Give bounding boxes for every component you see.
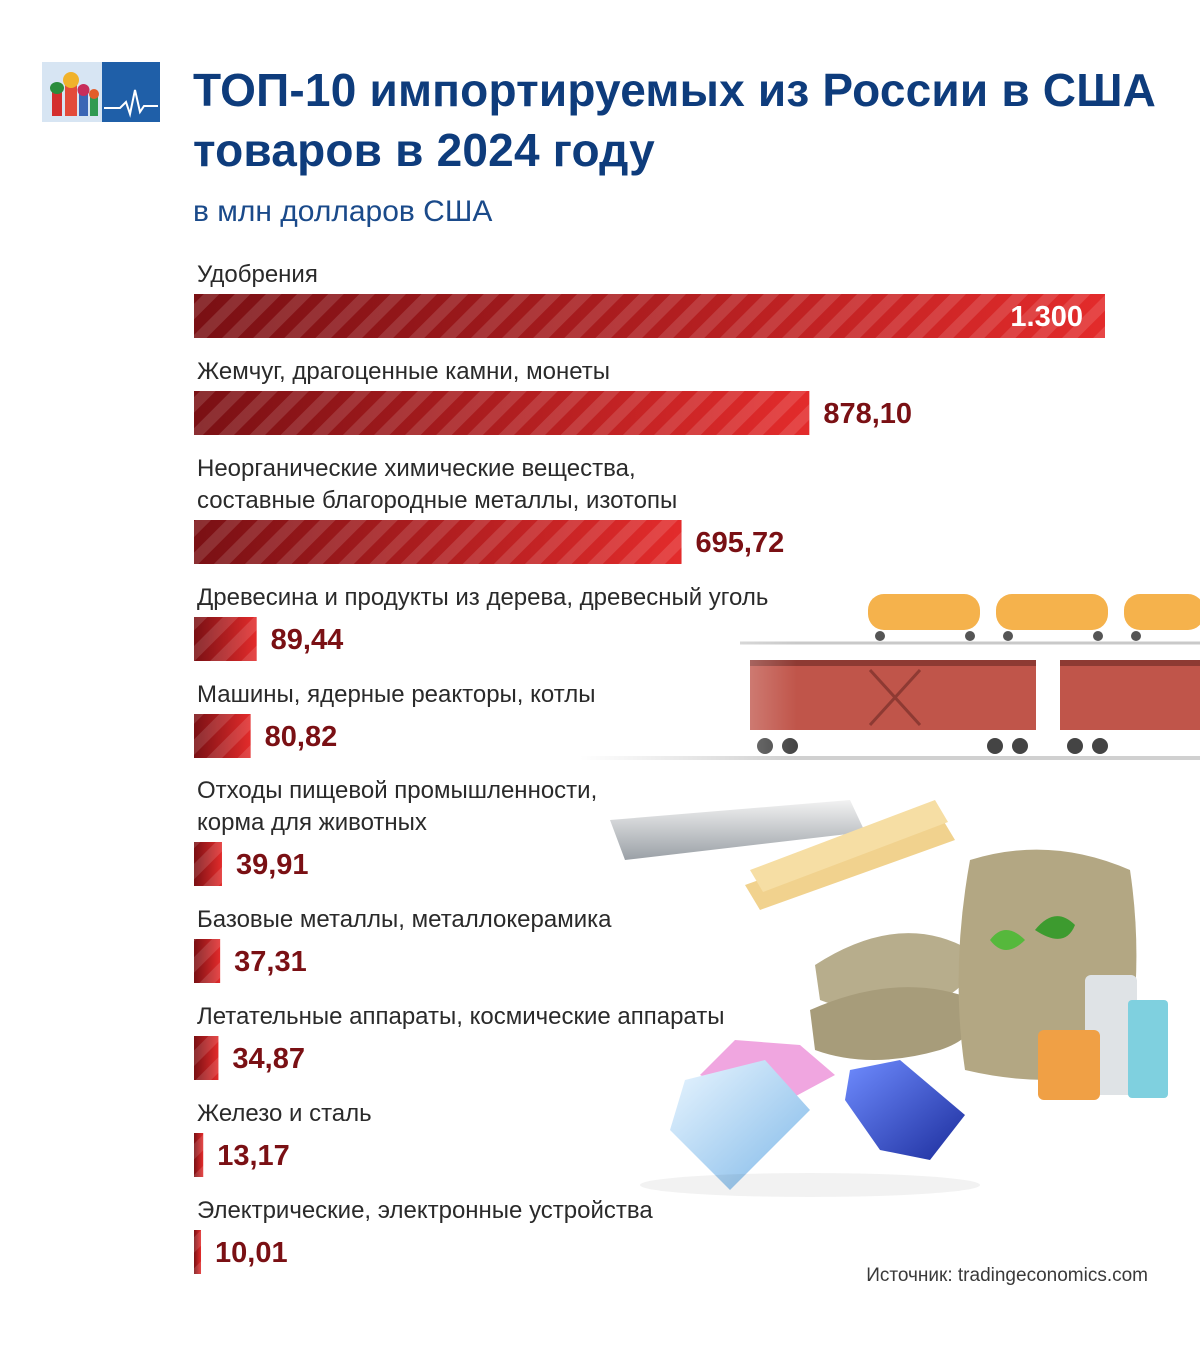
value-label: 34,87	[232, 1043, 306, 1075]
chart-subtitle: в млн долларов США	[193, 195, 493, 228]
bar-stripes	[194, 1230, 201, 1274]
bar-stripes	[194, 617, 257, 661]
bar-stripes	[194, 939, 220, 983]
value-label: 13,17	[217, 1140, 290, 1172]
value-label: 37,31	[234, 946, 307, 978]
source-value: tradingeconomics.com	[957, 1265, 1148, 1286]
bar-stripes	[194, 520, 682, 564]
bar-stripes	[194, 842, 222, 886]
category-label: Отходы пищевой промышленности,	[197, 777, 598, 804]
value-label: 10,01	[215, 1237, 288, 1269]
bar-stripes	[194, 1133, 203, 1177]
value-label: 39,91	[235, 849, 309, 881]
category-label: Летательные аппараты, космические аппараты	[197, 1003, 725, 1030]
bar-stripes	[194, 294, 1105, 338]
bars-group	[194, 261, 1105, 1274]
bar-stripes	[194, 714, 251, 758]
category-label: Удобрения	[197, 261, 318, 288]
bar-stripes	[194, 391, 809, 435]
category-label: составные благородные металлы, изотопы	[197, 487, 678, 514]
category-label: Железо и сталь	[197, 1100, 372, 1127]
category-label: Электрические, электронные устройства	[197, 1197, 653, 1224]
category-label: Неорганические химические вещества,	[197, 455, 636, 482]
value-label: 89,44	[270, 624, 344, 656]
category-label: Базовые металлы, металлокерамика	[197, 906, 612, 933]
value-label: 1.300	[1010, 301, 1083, 333]
value-label: 80,82	[264, 721, 338, 753]
category-label: Машины, ядерные реакторы, котлы	[197, 681, 596, 708]
source-label: Источник:	[866, 1265, 953, 1286]
value-label: 878,10	[823, 398, 913, 430]
source-note	[866, 1265, 1148, 1287]
category-label: Древесина и продукты из дерева, древесный уголь	[197, 584, 769, 611]
category-label: Жемчуг, драгоценные камни, монеты	[197, 358, 611, 385]
bar-stripes	[194, 1036, 218, 1080]
category-label: корма для животных	[197, 809, 427, 836]
page-title: ТОП-10 импортируемых из России в США товаров в 2024 году	[193, 64, 1157, 176]
value-label: 695,72	[695, 527, 785, 559]
